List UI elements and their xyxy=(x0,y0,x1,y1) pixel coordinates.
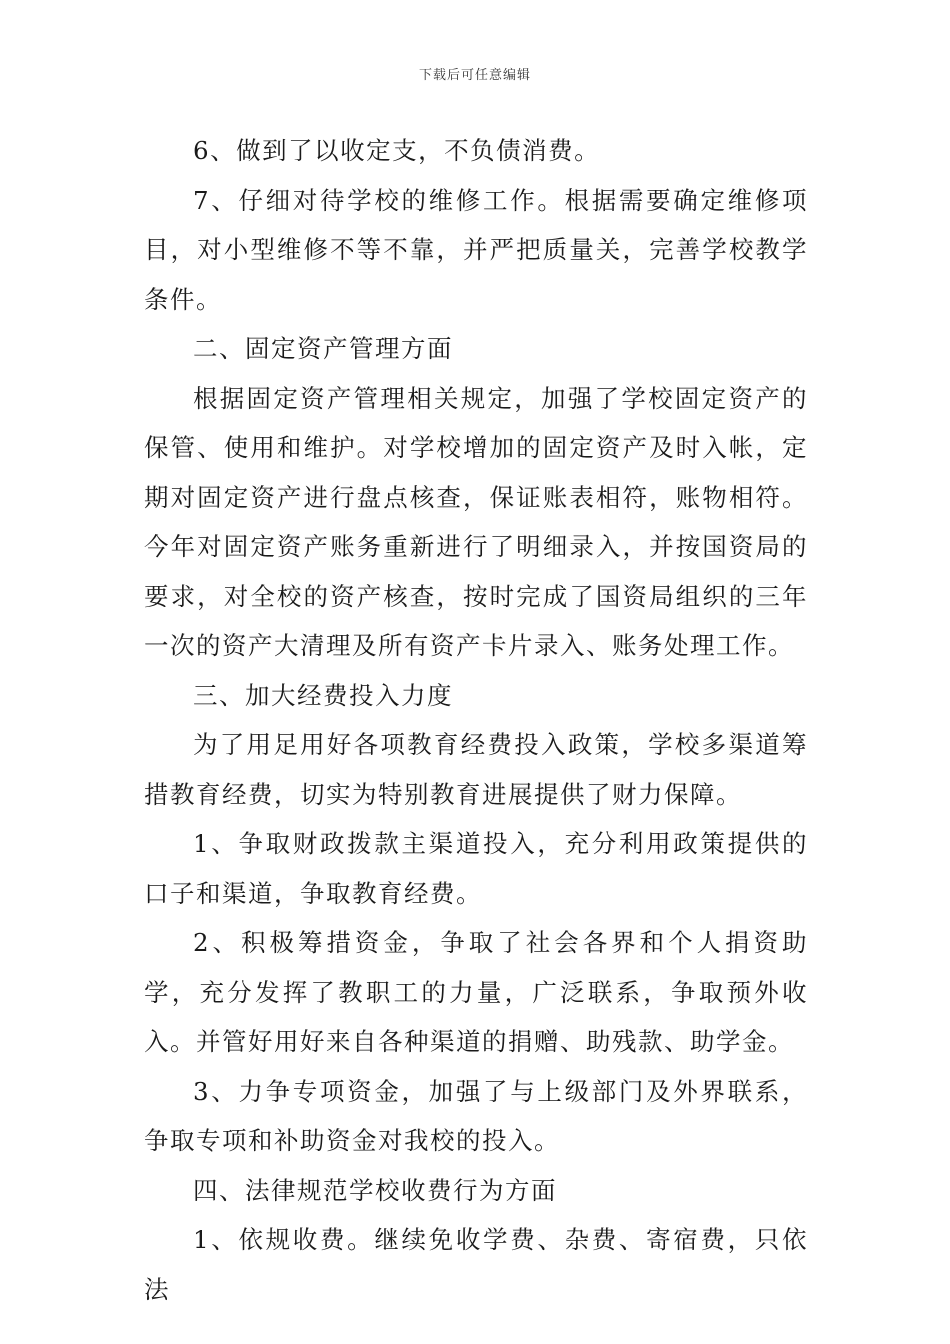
paragraph-item-6: 6、做到了以收定支，不负债消费。 xyxy=(193,136,601,165)
document-body xyxy=(144,126,808,1314)
section-heading-3: 三、加大经费投入力度 xyxy=(193,680,453,710)
paragraph-fees-1: 1、依规收费。继续免收学费、杂费、寄宿费，只依法 xyxy=(144,1225,808,1304)
paragraph-funding-3: 3、力争专项资金，加强了与上级部门及外界联系，争取专项和补助资金对我校的投入。 xyxy=(144,1076,808,1155)
paragraph-fixed-assets: 根据固定资产管理相关规定，加强了学校固定资产的保管、使用和维护。对学校增加的固定资产及时入帐，定期对固定资产进行盘点核查，保证账表相符，账物相符。今年对固定资产账务重新进行了明细录入，并按国资局的要求，对全校的资产核查，按时完成了国资局组织的三年一次的资产大清理及所有资产卡片录入、账务处理工作。 xyxy=(144,383,808,660)
section-heading-4: 四、法律规范学校收费行为方面 xyxy=(193,1175,557,1205)
paragraph-item-7: 7、仔细对待学校的维修工作。根据需要确定维修项目，对小型维修不等不靠，并严把质量关，完善学校教学条件。 xyxy=(144,185,808,314)
paragraph-funding-intro: 为了用足用好各项教育经费投入政策，学校多渠道筹措教育经费，切实为特别教育进展提供了财力保障。 xyxy=(144,730,808,809)
paragraph-funding-2: 2、积极筹措资金，争取了社会各界和个人捐资助学，充分发挥了教职工的力量，广泛联系，争取预外收入。并管好用好来自各种渠道的捐赠、助残款、助学金。 xyxy=(144,928,808,1056)
section-heading-2: 二、固定资产管理方面 xyxy=(193,334,453,363)
paragraph-funding-1: 1、争取财政拨款主渠道投入，充分利用政策提供的口子和渠道，争取教育经费。 xyxy=(144,829,808,908)
page-header: 下载后可任意编辑 xyxy=(418,68,531,83)
